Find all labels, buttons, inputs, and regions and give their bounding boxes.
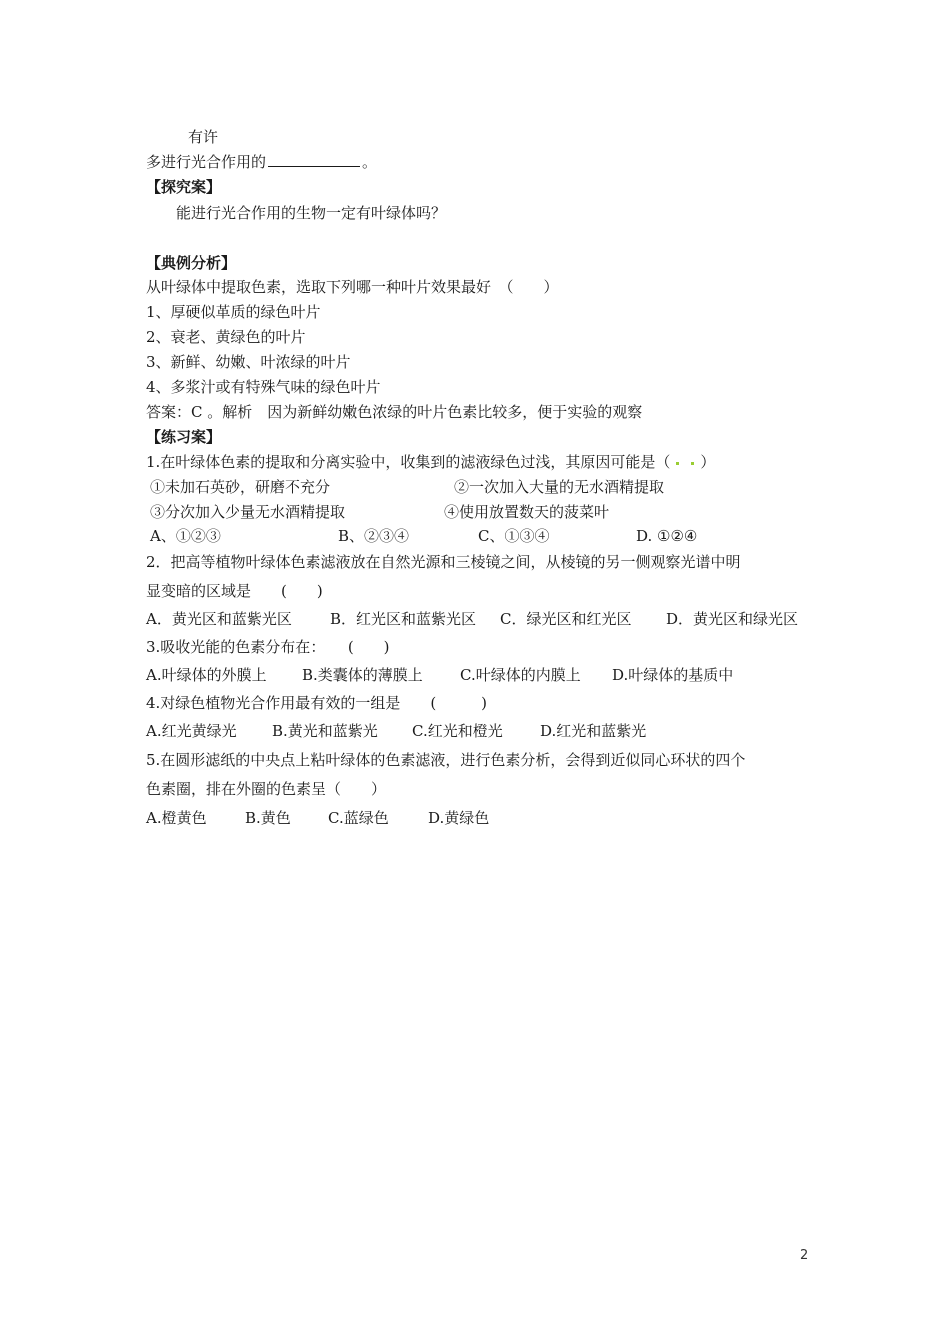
q5-choice-c: C.蓝绿色 [328, 809, 389, 827]
q3-stem: 3.吸收光能的色素分布在： ( ) [146, 638, 390, 656]
explore-question: 能进行光合作用的生物一定有叶绿体吗？ [176, 204, 447, 222]
q2-choice-b: B．红光区和蓝紫光区 [330, 610, 477, 628]
example-option-3: 3、新鲜、幼嫩、叶浓绿的叶片 [146, 353, 351, 371]
q1-stem-end: ） [700, 453, 716, 471]
q2-stem-1: 2．把高等植物叶绿体色素滤液放在自然光源和三棱镜之间，从棱镜的另一侧观察光谱中明 [146, 553, 741, 571]
q1-stem-text: 1.在叶绿体色素的提取和分离实验中，收集到的滤液绿色过浅，其原因可能是（ [146, 453, 671, 471]
q4-choice-d: D.红光和蓝紫光 [540, 722, 647, 740]
q5-choice-a: A.橙黄色 [146, 809, 207, 827]
q1-choice-a: A、①②③ [150, 527, 221, 545]
q1-opt-4: ④使用放置数天的菠菜叶 [444, 503, 610, 521]
q4-choice-b: B.黄光和蓝紫光 [272, 722, 378, 740]
q2-choice-c: C．绿光区和红光区 [500, 610, 632, 628]
mark-dot [691, 462, 694, 465]
q5-choice-d: D.黄绿色 [428, 809, 490, 827]
q3-choice-c: C.叶绿体的内膜上 [460, 666, 581, 684]
q1-choice-c: C、①③④ [478, 527, 550, 545]
explore-header: 【探究案】 [146, 178, 222, 196]
example-question: 从叶绿体中提取色素，选取下列哪一种叶片效果最好 （ ） [146, 278, 559, 296]
q4-choice-a: A.红光黄绿光 [146, 722, 237, 740]
q4-stem: 4.对绿色植物光合作用最有效的一组是 ( ) [146, 694, 488, 712]
q2-stem-2: 显变暗的区域是 ( ) [146, 582, 323, 600]
intro-line-2-suffix: 。 [362, 153, 378, 171]
intro-line-2-prefix: 多进行光合作用的 [146, 153, 267, 171]
example-option-1: 1、厚硬似革质的绿色叶片 [146, 303, 321, 321]
q1-opt-3: ③分次加入少量无水酒精提取 [150, 503, 346, 521]
intro-line-2 [146, 152, 377, 172]
q2-choice-a: A．黄光区和蓝紫光区 [146, 610, 292, 628]
q5-stem-2: 色素圈，排在外圈的色素呈（ ） [146, 780, 387, 798]
mark-dot [676, 462, 679, 465]
practice-header: 【练习案】 [146, 428, 222, 446]
q1-choice-d: D. ①②④ [636, 527, 698, 545]
page-number: 2 [800, 1248, 809, 1263]
q5-choice-b: B.黄色 [245, 809, 291, 827]
example-option-2: 2、衰老、黄绿色的叶片 [146, 328, 306, 346]
q1-opt-2: ②一次加入大量的无水酒精提取 [454, 478, 665, 496]
intro-line-1: 有许 [188, 128, 219, 146]
q3-choice-b: B.类囊体的薄膜上 [302, 666, 423, 684]
q1-opt-1: ①未加石英砂，研磨不充分 [150, 478, 331, 496]
q4-choice-c: C.红光和橙光 [412, 722, 503, 740]
example-option-4: 4、多浆汁或有特殊气味的绿色叶片 [146, 378, 381, 396]
example-header: 【典例分析】 [146, 254, 237, 272]
q3-choice-d: D.叶绿体的基质中 [612, 666, 734, 684]
example-answer: 答案：C 。解析 因为新鲜幼嫩色浓绿的叶片色素比较多，便于实验的观察 [146, 403, 643, 421]
q5-stem-1: 5.在圆形滤纸的中央点上粘叶绿体的色素滤液，进行色素分析，会得到近似同心环状的四个 [146, 751, 746, 769]
q1-choice-b: B、②③④ [338, 527, 410, 545]
q1-stem [146, 452, 715, 472]
fill-blank [268, 152, 360, 167]
q2-choice-d: D．黄光区和绿光区 [666, 610, 799, 628]
q3-choice-a: A.叶绿体的外膜上 [146, 666, 267, 684]
